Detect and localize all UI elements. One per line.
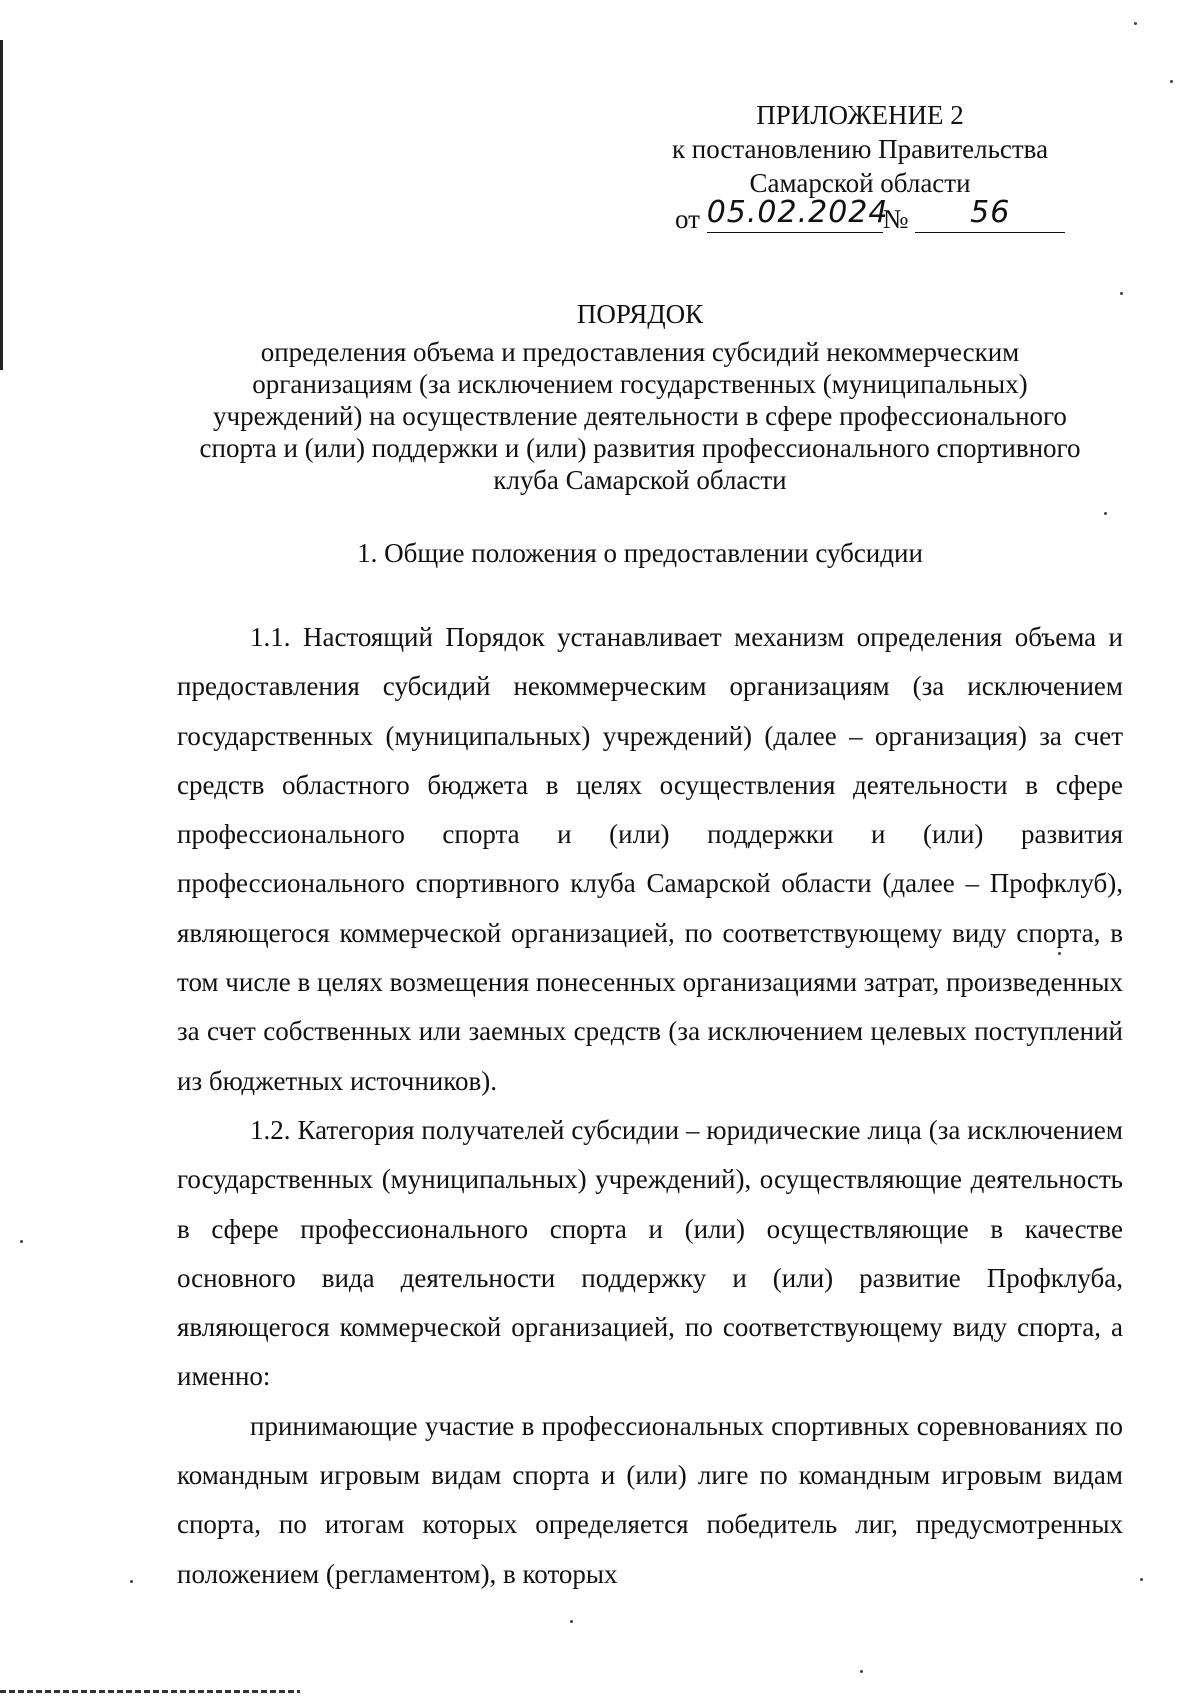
document-title: ПОРЯДОК (576, 299, 704, 329)
handwritten-date: 05.02.2024 (706, 195, 889, 230)
appendix-date-line (620, 195, 1100, 242)
scan-edge-line (0, 40, 3, 370)
paragraph-1-2: 1.2. Категория получателей субсидии – юридические лица (за исключением государственных (муниципальных) учреждений), осуществляющие деятельность в сфере профессионального спорта и (или) осуществляющие в качестве основного вида деятельности поддержку и (или) развитие Профклуба, являющегося коммерческой организацией, по соответствующему виду спорта, а именно: (177, 1114, 1123, 1392)
paragraph-1-2-continued: принимающие участие в профессиональных спортивных соревнованиях по командным игровым видам спорта и (или) лиге по командным игровым видам спорта, по итогам которых определяется победитель лиг, предусмотренных положением (регламентом), в которых (177, 1410, 1123, 1589)
number-field (915, 195, 1065, 233)
title-subtitle-line: определения объема и предоставления субсидий некоммерческим (260, 337, 1020, 367)
scan-speck (1140, 1578, 1143, 1581)
scan-speck (20, 1240, 23, 1243)
scan-speck (1058, 952, 1061, 955)
appendix-header (620, 98, 1100, 242)
appendix-reference: к постановлению Правительства (671, 134, 1049, 164)
scan-speck (1120, 292, 1123, 295)
scan-speck (130, 1580, 133, 1583)
scan-speck (570, 1620, 573, 1623)
scan-speck (860, 1670, 863, 1673)
document-title-block (160, 298, 1120, 496)
paragraph-1-1: 1.1. Настоящий Порядок устанавливает механизм определения объема и предоставления субсидий некоммерческим организациям (за исключением государственных (муниципальных) учреждений) (далее – организация) за счет средств областного бюджета в целях осуществления деятельности в сфере профессионального спорта и (или) поддержки и (или) развития профессионального спортивного клуба Самарской области (далее – Профклуб), являющегося коммерческой организацией, по соответствующему виду спорта, в том числе в целях возмещения понесенных организациями затрат, произведенных за счет собственных или заемных средств (за исключением целевых поступлений из бюджетных источников). (177, 622, 1123, 1096)
section-heading: 1. Общие положения о предоставлении субсидии (357, 538, 923, 568)
document-body (177, 613, 1123, 1599)
number-sign: № (882, 204, 909, 234)
date-field (706, 195, 889, 233)
scan-speck (1104, 512, 1107, 515)
scan-speck (1170, 80, 1173, 83)
title-subtitle-line: организациям (за исключением государственных (муниципальных) (252, 369, 1028, 399)
scan-speck (1134, 22, 1137, 25)
scan-bottom-line (0, 1690, 300, 1693)
title-subtitle-line: клуба Самарской области (493, 465, 787, 495)
handwritten-number: 56 (970, 195, 1011, 230)
title-subtitle-line: учреждений) на осуществление деятельности в сфере профессионального (213, 401, 1067, 431)
title-subtitle-line: спорта и (или) поддержки и (или) развития профессионального спортивного (199, 433, 1081, 463)
date-prefix: от (675, 204, 700, 234)
appendix-region: Самарской области (749, 168, 971, 198)
appendix-number: ПРИЛОЖЕНИЕ 2 (756, 100, 964, 130)
